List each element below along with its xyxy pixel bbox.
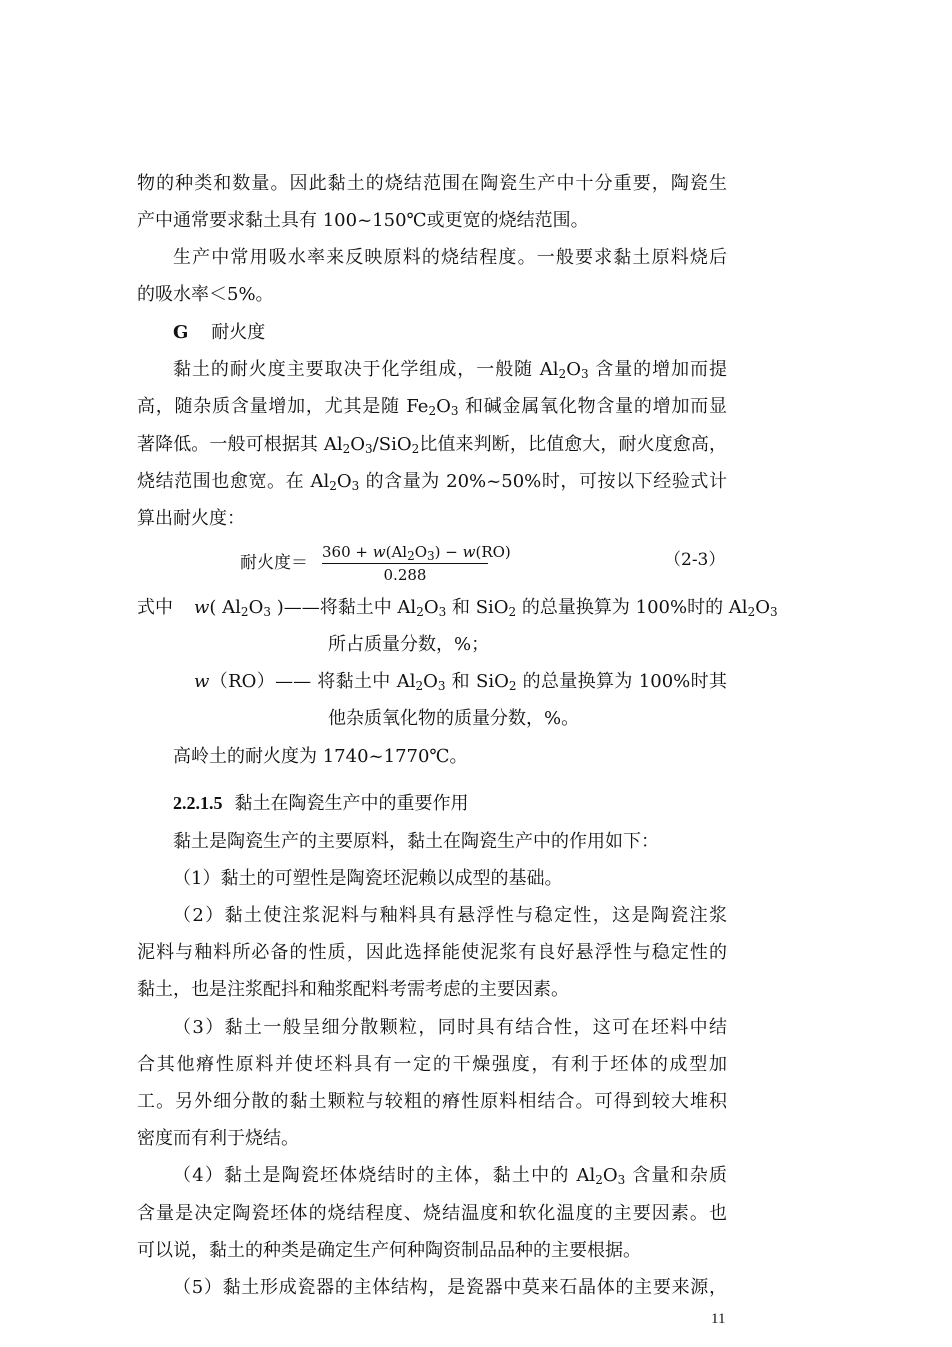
formula-fraction <box>322 542 511 584</box>
section-number: 2.2.1.5 <box>173 793 223 813</box>
paragraph-line: 算出耐火度： <box>137 508 245 529</box>
paragraph-line: 工。另外细分散的黏土颗粒与较粗的瘠性原料相结合。可得到较大堆积 <box>137 1091 727 1112</box>
page-number: 11 <box>711 1311 726 1327</box>
subheading-letter: G <box>173 322 189 343</box>
paragraph-line: （2）黏土使注浆泥料与釉料具有悬浮性与稳定性，这是陶瓷注浆 <box>173 905 727 926</box>
paragraph-line: （3）黏土一般呈细分散颗粒，同时具有结合性，这可在坯料中结 <box>173 1017 727 1038</box>
formula-lhs: 耐火度＝ <box>240 553 308 573</box>
legend-item-al2o3-cont: 所占质量分数，%； <box>328 634 490 655</box>
formula-denominator: 0.288 <box>383 566 427 584</box>
paragraph-line: 的吸水率＜5%。 <box>137 284 274 305</box>
paragraph-line: 高，随杂质含量增加，尤其是随 $Fe_2O_3$ 和碱金属氧化物含量的增加而显 <box>137 396 727 418</box>
paragraph-line: 可以说，黏土的种类是确定生产何种陶资制品品种的主要根据。 <box>137 1240 641 1261</box>
legend-item-ro-cont: 他杂质氧化物的质量分数，%。 <box>328 708 580 729</box>
paragraph-line: 含量是决定陶瓷坯体的烧结程度、烧结温度和软化温度的主要因素。也 <box>137 1203 727 1224</box>
paragraph-line: 黏土的耐火度主要取决于化学组成，一般随 $Al_2O_3$ 含量的增加而提 <box>173 359 727 381</box>
legend-item-al2o3: w( $Al_2O_3$ )——将黏土中 $Al_2O_3$ 和 SiO$_2$ 的总量换算为 100%时的 $Al_2O_3$ <box>194 597 778 619</box>
section-heading <box>173 791 469 816</box>
paragraph-line: 泥料与釉料所必备的性质，因此选择能使泥浆有良好悬浮性与稳定性的 <box>137 942 727 963</box>
paragraph-line: 物的种类和数量。因此黏土的烧结范围在陶瓷生产中十分重要，陶瓷生 <box>137 173 727 194</box>
paragraph-line: 黏土，也是注浆配抖和釉浆配料考需考虑的主要因素。 <box>137 979 569 1000</box>
paragraph-line: 著降低。一般可根据其 $Al_2O_3/SiO_2$比值来判断，比值愈大，耐火度愈高， <box>137 434 727 456</box>
legend-item-ro: w（RO）—— 将黏土中 $Al_2O_3$ 和 SiO$_2$ 的总量换算为 100%时其 <box>194 671 727 693</box>
subheading-g <box>173 321 265 345</box>
subheading-title: 耐火度 <box>211 322 266 343</box>
legend-prefix: 式中 <box>137 597 173 618</box>
fraction-bar <box>322 563 488 564</box>
paragraph-line: 合其他瘠性原料并使坯料具有一定的干燥强度，有利于坯体的成型加 <box>137 1054 727 1075</box>
section-title: 黏土在陶瓷生产中的重要作用 <box>234 793 469 814</box>
paragraph-line: （1）黏土的可塑性是陶瓷坯泥赖以成型的基础。 <box>173 868 563 889</box>
paragraph-line: 高岭土的耐火度为 1740~1770℃。 <box>173 746 468 767</box>
paragraph-line: （5）黏土形成瓷器的主体结构，是瓷器中莫来石晶体的主要来源， <box>173 1277 727 1298</box>
paragraph-line: 生产中常用吸水率来反映原料的烧结程度。一般要求黏土原料烧后 <box>173 247 727 268</box>
paragraph-line: 产中通常要求黏土具有 100~150℃或更宽的烧结范围。 <box>137 210 589 231</box>
paragraph-line: 黏土是陶瓷生产的主要原料，黏土在陶瓷生产中的作用如下： <box>173 831 659 852</box>
formula-numerator: $360 + w(Al_2O_3) - w(RO)$ <box>322 543 511 563</box>
equation-number: （2-3） <box>664 550 726 570</box>
paragraph-line: 烧结范围也愈宽。在 $Al_2O_3$ 的含量为 20%~50%时，可按以下经验式计 <box>137 471 727 493</box>
paragraph-line: 密度而有利于烧结。 <box>137 1128 299 1149</box>
paragraph-line: （4）黏土是陶瓷坯体烧结时的主体，黏土中的 $Al_2O_3$ 含量和杂质 <box>173 1165 727 1187</box>
